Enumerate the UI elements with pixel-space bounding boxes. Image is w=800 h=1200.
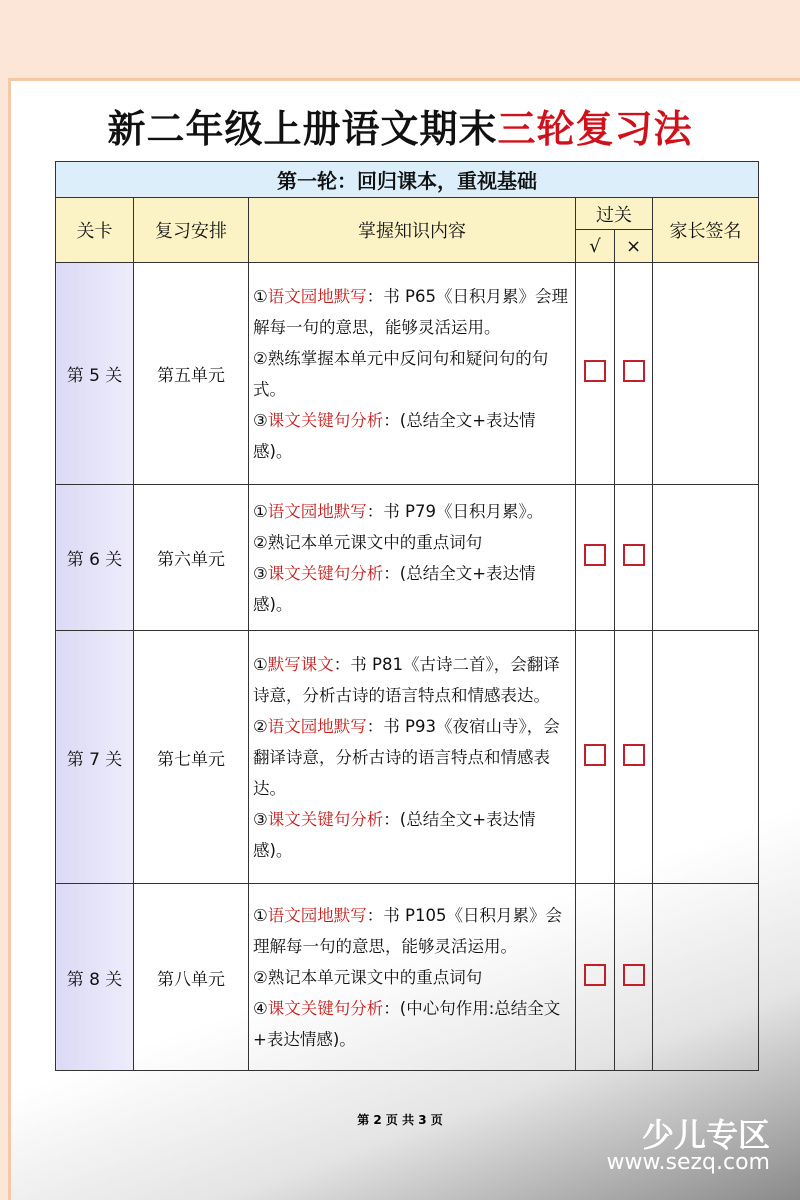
content-cell <box>249 263 576 485</box>
signature-cell[interactable] <box>653 263 759 485</box>
pass-checkbox[interactable] <box>584 964 606 986</box>
item-keyword: 课文关键句分析 <box>267 410 384 430</box>
table-row <box>56 485 759 631</box>
item-keyword: 课文关键句分析 <box>267 998 384 1018</box>
item-keyword: 语文园地默写 <box>267 716 367 736</box>
item-number: ③ <box>253 563 268 583</box>
level-cell: 第 8 关 <box>56 884 134 1071</box>
level-cell: 第 5 关 <box>56 263 134 485</box>
cross-cell <box>615 263 653 485</box>
item-text: ：(总结全文+表达情感)。 <box>253 410 536 461</box>
item-number: ① <box>253 905 268 925</box>
item-keyword: 语文园地默写 <box>267 501 367 521</box>
item-number: ② <box>253 967 268 987</box>
item-number: ③ <box>253 410 268 430</box>
item-text: ：书 P81《古诗二首》，会翻译诗意，分析古诗的语言特点和情感表达。 <box>253 654 560 705</box>
item-text: ：(总结全文+表达情感)。 <box>253 809 536 860</box>
content-item <box>253 900 571 962</box>
item-number: ② <box>253 348 268 368</box>
content-item <box>253 804 571 866</box>
item-number: ② <box>253 532 268 552</box>
item-keyword: 默写课文 <box>267 654 334 674</box>
check-cell <box>576 884 615 1071</box>
fail-checkbox[interactable] <box>623 744 645 766</box>
fail-checkbox[interactable] <box>623 544 645 566</box>
fail-checkbox[interactable] <box>623 360 645 382</box>
cross-cell <box>615 485 653 631</box>
header-pass: 过关 <box>576 198 653 230</box>
check-cell <box>576 631 615 884</box>
signature-cell[interactable] <box>653 631 759 884</box>
watermark-brand: 少儿专区 <box>641 1116 770 1154</box>
level-cell: 第 7 关 <box>56 631 134 884</box>
content-item <box>253 962 571 993</box>
item-number: ② <box>253 716 268 736</box>
fail-checkbox[interactable] <box>623 964 645 986</box>
pass-checkbox[interactable] <box>584 360 606 382</box>
item-text: 熟记本单元课文中的重点词句 <box>267 967 483 987</box>
level-cell: 第 6 关 <box>56 485 134 631</box>
pass-checkbox[interactable] <box>584 544 606 566</box>
header-sign: 家长签名 <box>653 198 759 263</box>
check-cell <box>576 263 615 485</box>
pass-checkbox[interactable] <box>584 744 606 766</box>
item-text: ：书 P79《日积月累》。 <box>366 501 544 521</box>
cross-cell <box>615 884 653 1071</box>
content-item <box>253 527 571 558</box>
page-title <box>0 98 800 153</box>
item-text: ：书 P105《日积月累》会理解每一句的意思，能够灵活运用。 <box>253 905 562 956</box>
item-text: ：(总结全文+表达情感)。 <box>253 563 536 614</box>
signature-cell[interactable] <box>653 884 759 1071</box>
header-plan: 复习安排 <box>134 198 249 263</box>
review-table <box>55 161 759 1071</box>
signature-cell[interactable] <box>653 485 759 631</box>
content-cell <box>249 631 576 884</box>
content-item <box>253 281 571 343</box>
round-heading: 第一轮：回归课本，重视基础 <box>56 162 759 198</box>
item-keyword: 语文园地默写 <box>267 286 367 306</box>
content-item <box>253 649 571 711</box>
title-highlight: 三轮复习法 <box>497 107 693 151</box>
table-row <box>56 263 759 485</box>
cross-cell <box>615 631 653 884</box>
content-item <box>253 343 571 405</box>
plan-cell: 第七单元 <box>134 631 249 884</box>
content-item <box>253 993 571 1055</box>
item-text: 熟练掌握本单元中反问句和疑问句的句式。 <box>253 348 549 399</box>
item-number: ① <box>253 286 268 306</box>
content-item <box>253 558 571 620</box>
header-level: 关卡 <box>56 198 134 263</box>
content-cell <box>249 884 576 1071</box>
item-text: ：书 P93《夜宿山寺》，会翻译诗意，分析古诗的语言特点和情感表达。 <box>253 716 560 798</box>
content-item <box>253 711 571 804</box>
item-keyword: 课文关键句分析 <box>267 563 384 583</box>
item-number: ④ <box>253 998 268 1018</box>
table-row <box>56 884 759 1071</box>
page-number: 第 2 页 共 3 页 <box>357 1113 443 1127</box>
content-item <box>253 496 571 527</box>
item-keyword: 语文园地默写 <box>267 905 367 925</box>
plan-cell: 第五单元 <box>134 263 249 485</box>
item-text: ：书 P65《日积月累》会理解每一句的意思，能够灵活运用。 <box>253 286 568 337</box>
content-cell <box>249 485 576 631</box>
header-cross: × <box>615 230 653 263</box>
item-number: ① <box>253 654 268 674</box>
title-main: 新二年级上册语文期末 <box>107 107 498 151</box>
watermark-url: www.sezq.com <box>606 1150 770 1175</box>
item-text: 熟记本单元课文中的重点词句 <box>267 532 483 552</box>
item-number: ③ <box>253 809 268 829</box>
item-number: ① <box>253 501 268 521</box>
plan-cell: 第八单元 <box>134 884 249 1071</box>
item-keyword: 课文关键句分析 <box>267 809 384 829</box>
table-row <box>56 631 759 884</box>
plan-cell: 第六单元 <box>134 485 249 631</box>
header-check: √ <box>576 230 615 263</box>
content-item <box>253 405 571 467</box>
check-cell <box>576 485 615 631</box>
item-text: ：(中心句作用:总结全文+表达情感)。 <box>253 998 561 1049</box>
header-content: 掌握知识内容 <box>249 198 576 263</box>
